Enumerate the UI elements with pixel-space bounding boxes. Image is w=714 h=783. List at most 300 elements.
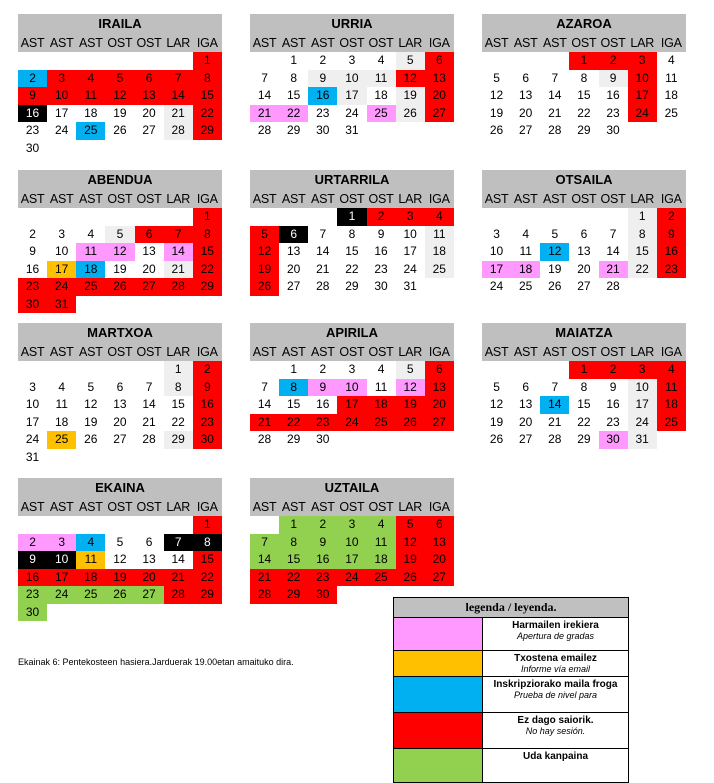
day-cell: 30 [18, 604, 47, 622]
weekday-label: AST [484, 36, 509, 50]
day-cell: 28 [142, 432, 156, 446]
day-cell: 2 [18, 70, 47, 88]
weekday-label: OST [107, 36, 133, 50]
day-cell: 7 [250, 534, 279, 552]
month-title: MARTXOA [18, 323, 222, 343]
day-cell: 21 [548, 414, 562, 429]
weekday-label: OST [339, 345, 365, 359]
empty-cell [18, 52, 47, 70]
month-title: OTSAILA [482, 170, 686, 190]
day-grid [482, 208, 686, 296]
day-cell: 19 [548, 261, 562, 276]
weekday-label: OST [339, 192, 365, 206]
empty-cell [135, 361, 164, 379]
day-cell: 21 [250, 105, 279, 123]
day-cell: 21 [164, 105, 193, 123]
day-cell: 27 [425, 414, 454, 432]
day-cell: 28 [606, 279, 620, 293]
weekday-label: IGA [428, 345, 450, 359]
day-cell: 16 [606, 88, 620, 102]
day-grid [18, 361, 222, 466]
empty-cell [250, 52, 279, 70]
day-cell: 28 [257, 432, 272, 446]
weekday-label: AST [310, 192, 335, 206]
day-cell: 16 [18, 105, 47, 123]
day-cell: 30 [193, 431, 222, 449]
day-cell: 3 [337, 516, 366, 534]
day-cell: 16 [374, 244, 388, 258]
day-cell: 23 [316, 105, 330, 120]
day-cell: 19 [396, 396, 425, 414]
day-cell: 5 [87, 379, 95, 394]
day-cell: 3 [396, 208, 425, 226]
day-cell: 30 [18, 296, 47, 314]
day-cell: 29 [279, 586, 308, 604]
day-cell: 20 [519, 414, 533, 429]
day-cell: 8 [193, 534, 222, 552]
day-cell: 1 [193, 516, 222, 534]
month-ekaina [18, 478, 222, 621]
day-cell: 29 [193, 278, 222, 296]
day-cell: 26 [548, 279, 562, 293]
day-cell: 25 [425, 261, 454, 279]
weekday-label: AST [78, 192, 103, 206]
month-title: AZAROA [482, 14, 686, 34]
empty-cell [105, 361, 134, 379]
weekday-label: AST [49, 192, 74, 206]
day-cell: 11 [367, 70, 396, 88]
day-cell: 28 [164, 586, 193, 604]
day-cell: 28 [316, 279, 330, 293]
day-cell: 5 [396, 516, 425, 534]
day-cell: 2 [657, 208, 686, 226]
month-apirila [250, 323, 454, 449]
legend-label: Harmailen irekiera [512, 620, 599, 631]
month-title: UZTAILA [250, 478, 454, 498]
weekday-label: LAR [630, 345, 655, 359]
day-cell: 18 [84, 105, 98, 120]
day-cell: 11 [665, 70, 678, 85]
day-cell: 23 [606, 105, 620, 120]
day-cell: 1 [290, 53, 298, 67]
day-cell: 3 [58, 226, 66, 241]
day-cell: 13 [519, 88, 533, 102]
day-cell: 29 [164, 431, 193, 449]
weekday-label: AST [252, 192, 277, 206]
day-cell: 25 [657, 414, 686, 432]
day-cell: 19 [489, 414, 504, 429]
day-cell: 15 [171, 397, 185, 411]
weekday-label: LAR [398, 345, 423, 359]
day-cell: 9 [193, 379, 222, 397]
empty-cell [47, 52, 76, 70]
day-cell: 22 [279, 569, 308, 587]
day-cell: 11 [367, 534, 396, 552]
day-cell: 13 [577, 244, 591, 258]
empty-cell [250, 208, 279, 226]
day-cell: 26 [250, 278, 279, 296]
empty-cell [76, 208, 105, 226]
day-cell: 26 [113, 123, 127, 137]
day-cell: 22 [628, 261, 657, 279]
day-cell: 15 [577, 88, 591, 102]
day-cell: 27 [135, 586, 164, 604]
day-cell: 27 [287, 279, 301, 293]
weekday-label: AST [20, 345, 45, 359]
day-grid [18, 208, 222, 313]
weekday-label: IGA [428, 36, 450, 50]
day-cell: 12 [84, 397, 98, 411]
day-cell: 8 [580, 70, 588, 85]
weekday-label: LAR [398, 36, 423, 50]
day-cell: 2 [18, 534, 47, 552]
day-cell: 21 [250, 569, 279, 587]
day-cell: 30 [316, 432, 330, 446]
day-cell: 24 [489, 279, 504, 293]
day-cell: 16 [308, 87, 337, 105]
day-cell: 4 [522, 226, 530, 241]
day-cell: 18 [425, 243, 454, 261]
weekday-label: LAR [398, 500, 423, 514]
day-cell: 17 [55, 105, 69, 120]
weekday-label: LAR [166, 345, 191, 359]
day-cell: 26 [105, 586, 134, 604]
day-cell: 20 [577, 261, 591, 276]
day-cell: 21 [316, 261, 330, 276]
weekday-header [18, 34, 222, 52]
day-cell: 18 [511, 261, 540, 279]
day-cell: 27 [425, 569, 454, 587]
day-cell: 23 [18, 586, 47, 604]
weekday-label: AST [484, 345, 509, 359]
day-cell: 21 [164, 261, 193, 279]
day-cell: 23 [308, 414, 337, 432]
day-cell: 18 [664, 88, 678, 102]
legend-item [394, 618, 628, 651]
day-cell: 5 [493, 379, 500, 394]
day-cell: 25 [664, 105, 678, 120]
month-abendua [18, 170, 222, 313]
weekday-header [18, 498, 222, 516]
day-cell: 6 [116, 379, 124, 394]
day-cell: 14 [548, 88, 562, 102]
day-cell: 24 [47, 278, 76, 296]
day-cell: 14 [250, 551, 279, 569]
day-cell: 14 [316, 244, 330, 258]
day-cell: 12 [489, 88, 504, 102]
day-cell: 15 [287, 88, 301, 102]
empty-cell [135, 52, 164, 70]
empty-cell [76, 516, 105, 534]
day-cell: 8 [279, 534, 308, 552]
day-cell: 23 [25, 123, 40, 137]
day-cell: 19 [105, 569, 134, 587]
day-cell: 29 [193, 122, 222, 140]
day-cell: 24 [337, 569, 366, 587]
weekday-label: AST [252, 36, 277, 50]
weekday-label: OST [136, 192, 162, 206]
day-cell: 15 [193, 87, 222, 105]
weekday-label: AST [49, 345, 74, 359]
weekday-label: AST [281, 345, 306, 359]
day-cell: 14 [142, 397, 156, 411]
weekday-label: AST [310, 36, 335, 50]
day-cell: 20 [142, 261, 156, 276]
day-cell: 13 [519, 397, 533, 411]
month-title: IRAILA [18, 14, 222, 34]
empty-cell [511, 361, 540, 379]
empty-cell [511, 208, 540, 226]
empty-cell [76, 361, 105, 379]
weekday-label: AST [281, 500, 306, 514]
day-cell: 9 [609, 379, 617, 394]
day-cell: 5 [551, 226, 559, 241]
weekday-header [250, 190, 454, 208]
day-cell: 24 [628, 105, 657, 123]
day-cell: 3 [493, 226, 500, 241]
weekday-label: OST [368, 36, 394, 50]
day-cell: 9 [29, 244, 36, 258]
day-cell: 4 [87, 226, 95, 241]
weekday-label: IGA [660, 36, 682, 50]
day-cell: 4 [76, 70, 105, 88]
day-cell: 20 [113, 414, 127, 429]
weekday-label: OST [339, 500, 365, 514]
day-cell: 9 [18, 551, 47, 569]
legend-item [394, 749, 628, 782]
day-cell: 23 [657, 261, 686, 279]
day-cell: 11 [519, 244, 532, 258]
month-urria [250, 14, 454, 140]
day-cell: 4 [657, 361, 686, 379]
day-cell: 13 [142, 244, 156, 258]
day-cell: 24 [403, 261, 417, 276]
day-cell: 4 [367, 516, 396, 534]
weekday-header [482, 34, 686, 52]
weekday-label: AST [542, 192, 567, 206]
legend-swatch [394, 713, 483, 748]
weekday-label: AST [310, 345, 335, 359]
day-cell: 15 [193, 551, 222, 569]
day-cell: 5 [396, 361, 425, 379]
day-cell: 26 [84, 432, 98, 446]
day-cell: 3 [47, 534, 76, 552]
weekday-label: AST [542, 36, 567, 50]
empty-cell [250, 516, 279, 534]
legend-swatch [394, 651, 483, 676]
day-cell: 10 [47, 551, 76, 569]
day-cell: 19 [396, 551, 425, 569]
day-cell: 4 [377, 53, 385, 67]
day-cell: 11 [76, 243, 105, 261]
day-cell: 24 [628, 414, 657, 432]
day-cell: 31 [403, 279, 417, 293]
day-cell: 10 [403, 226, 417, 241]
day-cell: 22 [279, 105, 308, 123]
month-title: URRIA [250, 14, 454, 34]
empty-cell [250, 361, 279, 379]
day-cell: 5 [116, 534, 124, 549]
day-cell: 7 [551, 70, 559, 85]
day-cell: 4 [377, 362, 385, 376]
day-cell: 23 [374, 261, 388, 276]
day-cell: 10 [628, 70, 657, 88]
day-cell: 14 [606, 244, 620, 258]
empty-cell [511, 52, 540, 70]
empty-cell [482, 361, 511, 379]
day-cell: 26 [396, 569, 425, 587]
weekday-label: OST [107, 345, 133, 359]
day-grid [250, 361, 454, 449]
day-cell: 10 [489, 244, 504, 258]
day-cell: 31 [345, 123, 359, 137]
day-cell: 29 [287, 123, 301, 137]
day-cell: 11 [425, 226, 454, 244]
day-cell: 26 [489, 123, 504, 137]
weekday-label: OST [339, 36, 365, 50]
day-cell: 2 [367, 208, 396, 226]
day-cell: 27 [577, 279, 591, 293]
day-cell: 26 [489, 432, 504, 446]
weekday-label: OST [600, 192, 626, 206]
empty-cell [135, 516, 164, 534]
day-cell: 3 [628, 52, 657, 70]
day-grid [250, 208, 454, 296]
day-cell: 6 [135, 70, 164, 88]
day-cell: 26 [105, 278, 134, 296]
day-cell: 19 [250, 261, 279, 279]
day-cell: 17 [337, 551, 366, 569]
day-cell: 21 [250, 414, 279, 432]
legend-item [394, 713, 628, 749]
day-cell: 24 [55, 123, 69, 137]
day-cell: 6 [425, 52, 454, 70]
day-cell: 25 [47, 431, 76, 449]
month-title: EKAINA [18, 478, 222, 498]
day-cell: 8 [348, 226, 356, 241]
month-iraila [18, 14, 222, 157]
day-cell: 21 [142, 414, 156, 429]
empty-cell [540, 208, 569, 226]
day-cell: 18 [367, 396, 396, 414]
day-cell: 2 [319, 53, 327, 67]
day-cell: 2 [319, 362, 327, 376]
day-cell: 7 [145, 379, 153, 394]
day-cell: 17 [47, 569, 76, 587]
weekday-label: OST [571, 36, 597, 50]
empty-cell [47, 361, 76, 379]
day-cell: 3 [29, 379, 36, 394]
day-cell: 14 [164, 243, 193, 261]
day-cell: 10 [337, 379, 366, 397]
day-cell: 18 [55, 414, 69, 429]
legend-label: Uda kanpaina [522, 751, 589, 762]
day-grid [482, 361, 686, 449]
day-cell: 1 [628, 208, 657, 226]
day-cell: 27 [142, 123, 156, 137]
legend-sublabel: No hay sesión. [525, 726, 586, 736]
day-cell: 29 [577, 432, 591, 446]
day-cell: 13 [425, 70, 454, 88]
day-cell: 8 [580, 379, 588, 394]
day-cell: 29 [577, 123, 591, 137]
legend-item [394, 651, 628, 677]
day-cell: 3 [47, 70, 76, 88]
day-cell: 20 [425, 87, 454, 105]
day-cell: 2 [193, 361, 222, 379]
day-cell: 6 [425, 516, 454, 534]
day-cell: 1 [569, 52, 598, 70]
weekday-label: LAR [398, 192, 423, 206]
weekday-label: LAR [166, 500, 191, 514]
day-cell: 7 [261, 379, 268, 394]
weekday-label: IGA [428, 192, 450, 206]
legend-sublabel: Informe vía email [520, 664, 591, 674]
day-cell: 13 [425, 379, 454, 397]
day-cell: 2 [599, 361, 628, 379]
day-cell: 4 [425, 208, 454, 226]
day-cell: 29 [193, 586, 222, 604]
day-cell: 19 [113, 261, 127, 276]
day-cell: 31 [47, 296, 76, 314]
day-cell: 29 [287, 432, 301, 446]
day-cell: 27 [425, 105, 454, 123]
day-cell: 9 [599, 70, 628, 88]
weekday-label: IGA [196, 500, 218, 514]
day-cell: 18 [374, 88, 388, 102]
day-cell: 7 [551, 379, 559, 394]
day-cell: 4 [667, 53, 675, 67]
day-cell: 18 [367, 551, 396, 569]
day-cell: 2 [308, 516, 337, 534]
day-cell: 16 [606, 397, 620, 411]
day-cell: 25 [76, 278, 105, 296]
day-cell: 13 [287, 244, 301, 258]
month-title: MAIATZA [482, 323, 686, 343]
month-title: ABENDUA [18, 170, 222, 190]
day-cell: 21 [548, 105, 562, 120]
day-cell: 1 [290, 362, 298, 376]
day-cell: 12 [250, 243, 279, 261]
day-cell: 7 [164, 534, 193, 552]
weekday-label: IGA [196, 36, 218, 50]
day-cell: 21 [599, 261, 628, 279]
weekday-label: IGA [196, 192, 218, 206]
day-cell: 30 [25, 140, 40, 155]
legend-text [483, 713, 628, 748]
legend-label: Txostena emailez [514, 653, 597, 664]
day-cell: 30 [308, 586, 337, 604]
day-cell: 10 [337, 70, 366, 88]
weekday-label: OST [368, 500, 394, 514]
day-cell: 14 [164, 87, 193, 105]
day-cell: 23 [606, 414, 620, 429]
weekday-label: AST [281, 192, 306, 206]
day-cell: 16 [193, 396, 222, 414]
day-grid [482, 52, 686, 140]
legend-text [483, 651, 628, 676]
weekday-label: OST [368, 345, 394, 359]
day-cell: 30 [599, 431, 628, 449]
day-cell: 23 [193, 414, 222, 432]
empty-cell [47, 208, 76, 226]
day-cell: 22 [345, 261, 359, 276]
day-cell: 24 [25, 432, 40, 446]
day-cell: 12 [396, 379, 425, 397]
day-cell: 17 [47, 261, 76, 279]
weekday-label: AST [281, 36, 306, 50]
day-grid [250, 516, 454, 604]
